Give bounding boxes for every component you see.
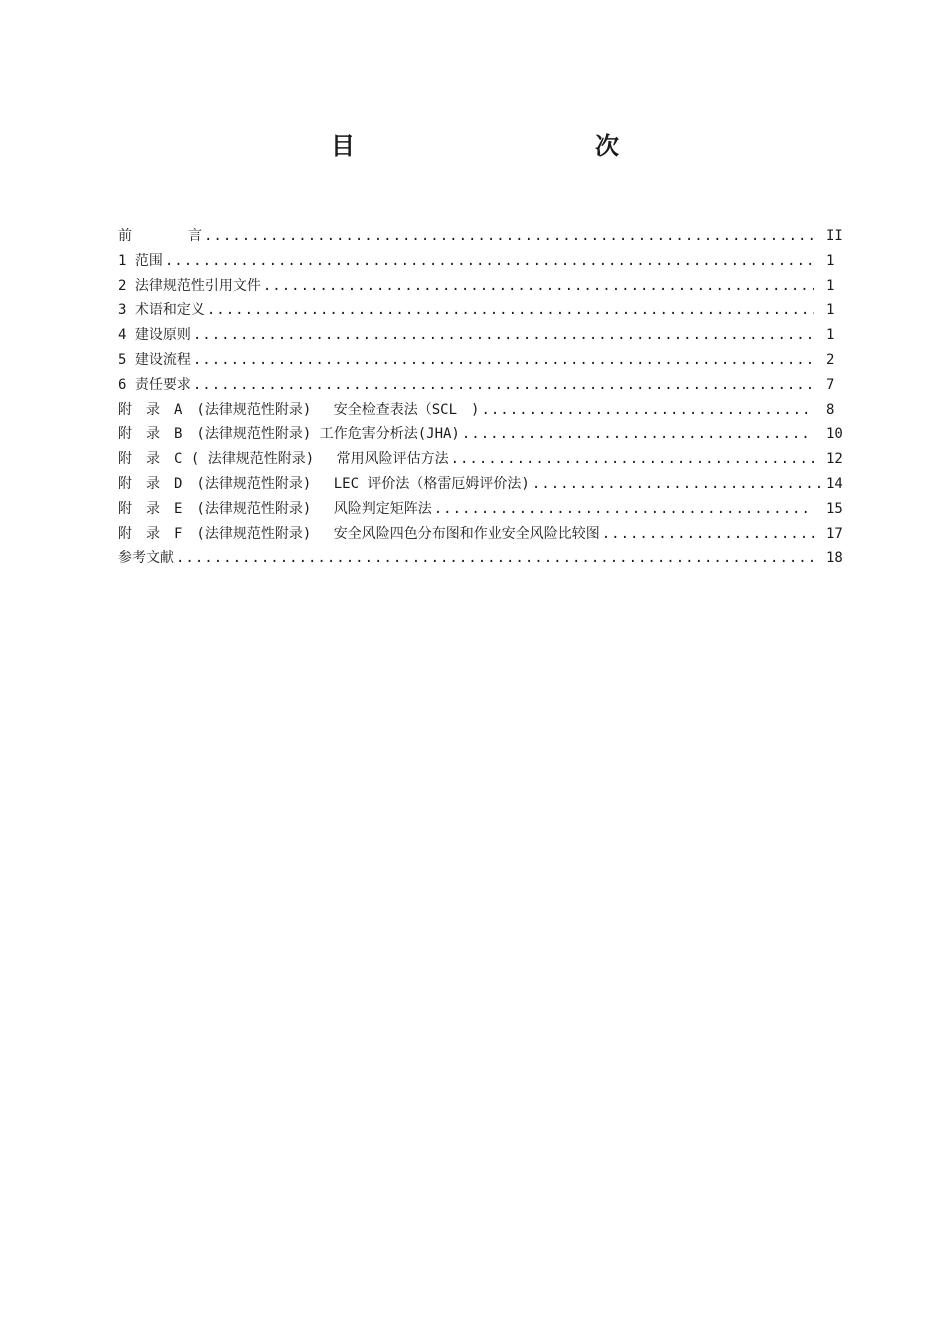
toc-dot-leader xyxy=(263,274,814,299)
toc-entry-label: 附 录 B (法律规范性附录) 工作危害分析法(JHA) xyxy=(118,426,460,443)
toc-entry-page: 1 xyxy=(826,252,835,269)
toc-entry-principles[interactable] xyxy=(118,323,856,348)
toc-entry-appendix-c[interactable] xyxy=(118,447,856,472)
toc-entry-appendix-a[interactable] xyxy=(118,398,856,423)
toc-dot-leader xyxy=(434,497,814,522)
toc-entry-page: 12 xyxy=(826,451,843,468)
toc-entry-label: 附 录 F (法律规范性附录) 安全风险四色分布图和作业安全风险比较图 xyxy=(118,525,600,542)
toc-entry-terms-definitions[interactable] xyxy=(118,298,856,323)
toc-dot-leader xyxy=(176,546,814,571)
toc-entry-foreword[interactable] xyxy=(118,224,856,249)
toc-entry-page: 17 xyxy=(826,525,843,542)
toc-entry-appendix-d[interactable] xyxy=(118,472,856,497)
toc-entry-label: 6 责任要求 xyxy=(118,376,191,393)
toc-dot-leader xyxy=(204,224,814,249)
toc-entry-page: 1 xyxy=(826,277,835,294)
toc-entry-page: 10 xyxy=(826,426,843,443)
toc-entry-page: 8 xyxy=(826,401,835,418)
table-of-contents xyxy=(118,224,856,571)
toc-entry-label: 1 范围 xyxy=(118,252,163,269)
toc-entry-label: 2 法律规范性引用文件 xyxy=(118,277,261,294)
toc-entry-page: 14 xyxy=(826,475,843,492)
toc-dot-leader xyxy=(481,398,814,423)
toc-entry-label: 附 录 E (法律规范性附录) 风险判定矩阵法 xyxy=(118,500,432,517)
toc-entry-label: 3 术语和定义 xyxy=(118,302,205,319)
toc-entry-page: 18 xyxy=(826,550,843,567)
page-title: 目 次 xyxy=(331,132,683,160)
toc-entry-label: 附 录 A (法律规范性附录) 安全检查表法（SCL ) xyxy=(118,401,480,418)
toc-entry-label: 4 建设原则 xyxy=(118,327,191,344)
toc-entry-page: II xyxy=(826,228,843,244)
toc-entry-label: 5 建设流程 xyxy=(118,351,191,368)
toc-entry-page: 2 xyxy=(826,351,835,368)
toc-entry-label: 附 录 D (法律规范性附录) LEC 评价法（格雷厄姆评价法) xyxy=(118,475,530,492)
toc-entry-process[interactable] xyxy=(118,348,856,373)
toc-entry-label: 前 言 xyxy=(118,228,202,244)
toc-entry-normative-references[interactable] xyxy=(118,274,856,299)
toc-entry-appendix-e[interactable] xyxy=(118,497,856,522)
toc-dot-leader xyxy=(193,323,814,348)
toc-entry-responsibilities[interactable] xyxy=(118,373,856,398)
toc-entry-page: 1 xyxy=(826,327,835,344)
toc-entry-scope[interactable] xyxy=(118,249,856,274)
toc-entry-page: 15 xyxy=(826,500,843,517)
toc-entry-appendix-b[interactable] xyxy=(118,422,856,447)
toc-entry-page: 1 xyxy=(826,302,835,319)
toc-entry-label: 附 录 C ( 法律规范性附录) 常用风险评估方法 xyxy=(118,451,449,468)
toc-dot-leader xyxy=(207,298,814,323)
toc-dot-leader xyxy=(451,447,814,472)
toc-dot-leader xyxy=(462,422,814,447)
toc-entry-appendix-f[interactable] xyxy=(118,522,856,547)
toc-entry-label: 参考文献 xyxy=(118,550,174,567)
toc-dot-leader xyxy=(193,348,814,373)
toc-dot-leader xyxy=(165,249,814,274)
toc-dot-leader xyxy=(602,522,814,547)
toc-entry-bibliography[interactable] xyxy=(118,546,856,571)
toc-dot-leader xyxy=(193,373,814,398)
toc-entry-page: 7 xyxy=(826,376,835,393)
toc-dot-leader xyxy=(532,472,824,497)
